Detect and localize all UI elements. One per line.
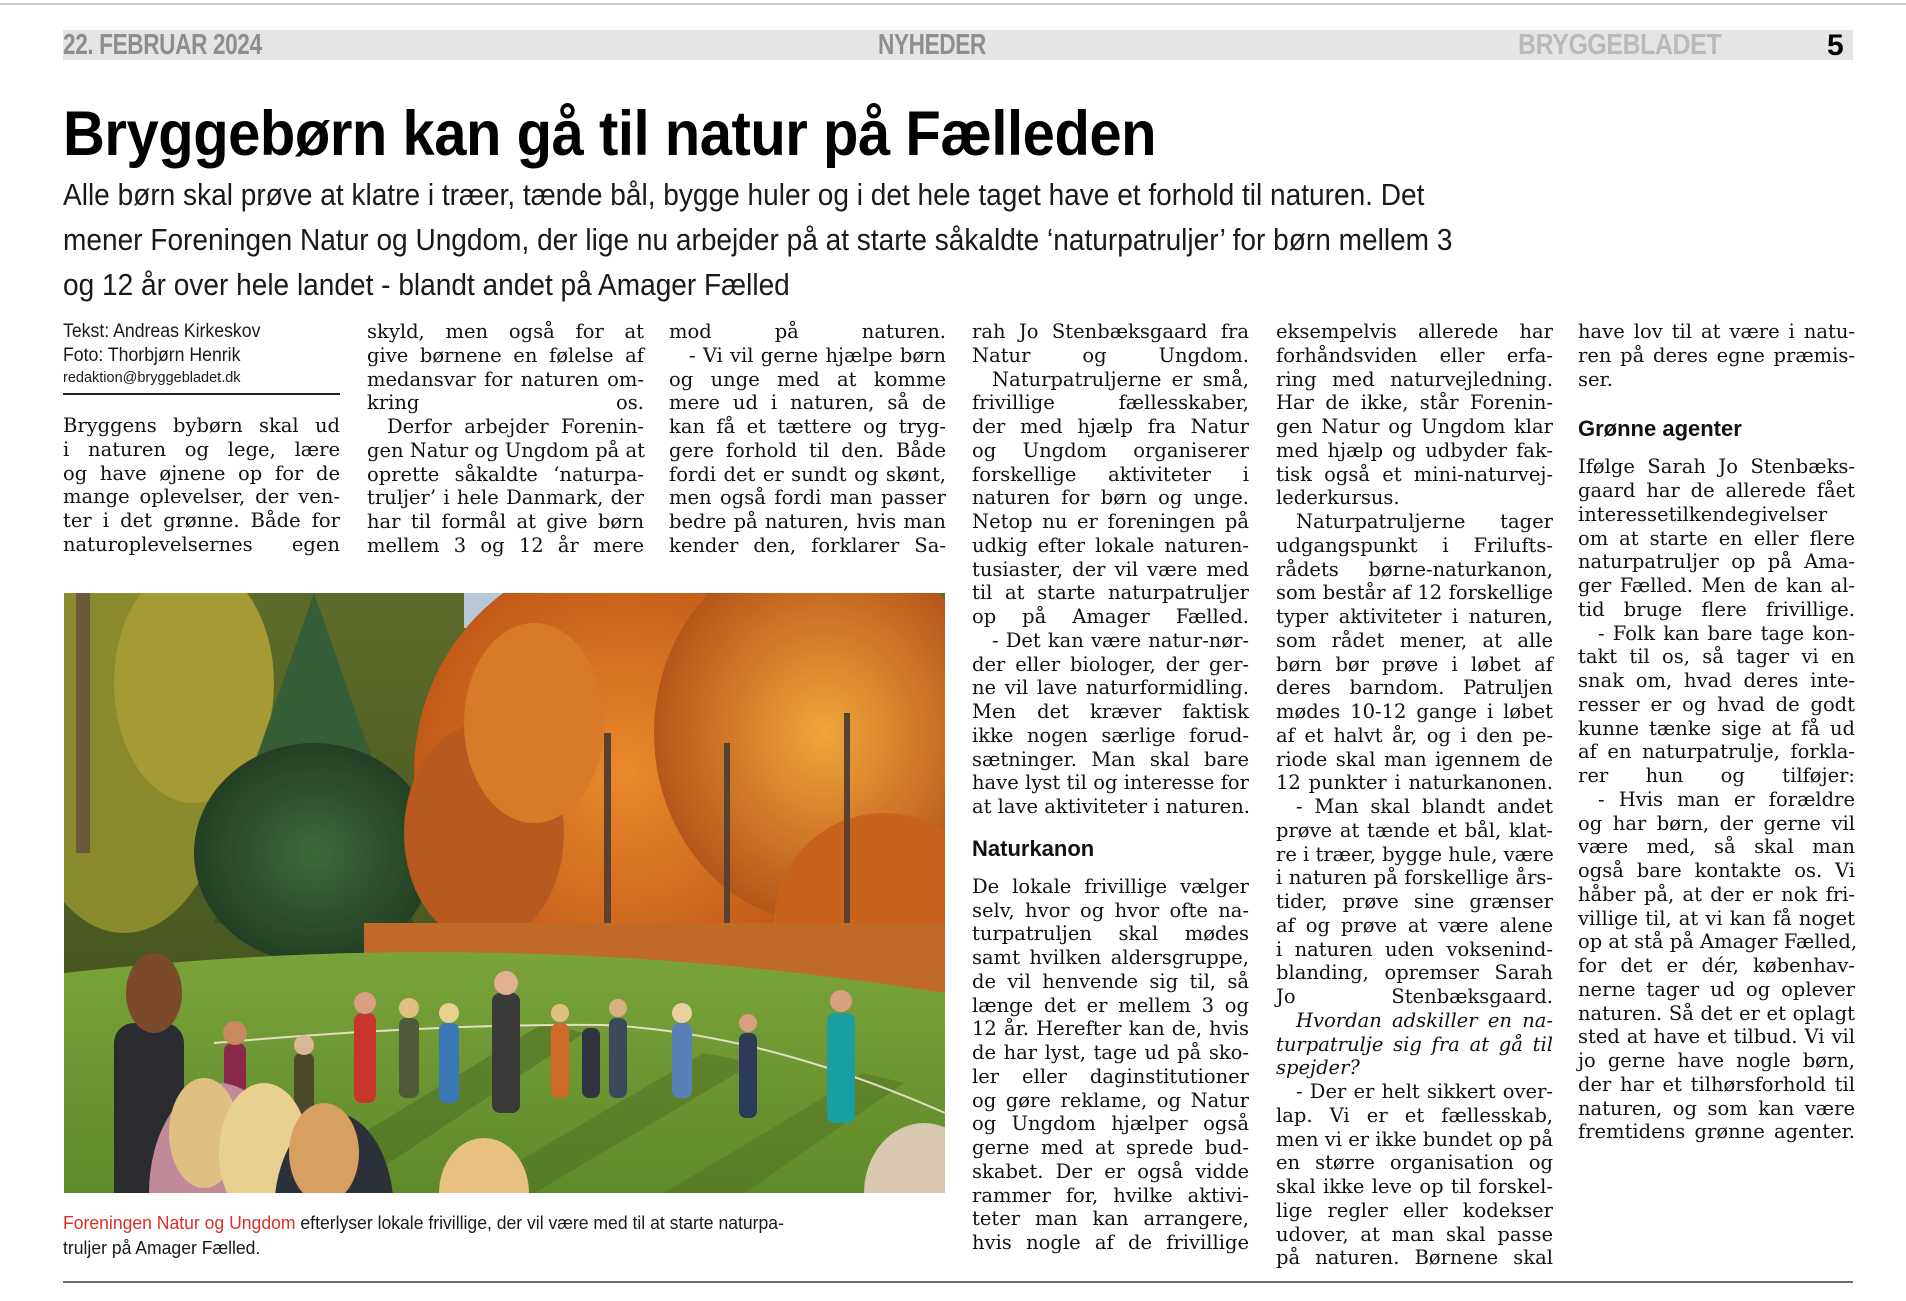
text-line: og gøre reklame, og Natur [972,1088,1249,1112]
text-line: De lokale frivillige vælger [972,874,1249,898]
caption-text: efterlyser lokale frivillige, der vil være med til at starte naturpa- [295,1212,784,1233]
text-line: op på Amager Fælled. [972,605,1249,628]
text-line: op at stå på Amager Fælled, [1578,930,1858,954]
article-column-3 [669,320,946,558]
photo-caption [63,1210,899,1260]
text-line: gerne med at sprede bud- [972,1136,1249,1159]
text-line: turpatruljen skal mødes [972,922,1249,946]
article-deck [63,172,1746,307]
text-line: resser er og hvad de godt [1578,692,1855,716]
text-line: forskellige aktiviteter i [972,462,1249,486]
text-line: spejder? [1276,1056,1360,1080]
text-line: og unge med at komme [669,367,946,391]
deck-line: og 12 år over hele landet - blandt andet på Amager Fælled [63,267,790,302]
text-line: af en naturpatrulje, forkla- [1578,740,1855,764]
top-border [0,3,1906,5]
article-column-6 [1578,320,1858,1144]
text-line: skyld, men også for at [367,320,644,343]
text-line: naturoplevelsernes egen [63,532,340,556]
text-line: ne vil lave naturformidling. [972,676,1249,700]
article-headline: Bryggebørn kan gå til natur på Fælleden [63,99,1157,169]
text-line: kender den, forklarer Sa- [669,533,946,557]
text-line: 12 punkter i naturkanonen. [1276,771,1553,795]
text-line: længe det er mellem 3 og [972,993,1249,1017]
text-line: selv, hvor og hvor ofte na- [972,898,1249,922]
text-line: og Ungdom organiserer [972,438,1249,462]
text-line: rammer for, hvilke aktivi- [972,1183,1249,1207]
text-line: har til formål at give børn [367,510,644,533]
text-line: samt hvilken aldersgruppe, [972,946,1249,969]
text-line: gen Natur og Ungdom på at [367,438,645,462]
text-line: til at starte naturpatruljer [972,581,1249,605]
text-line: sætninger. Man skal bare [972,747,1249,771]
text-line: Natur og Ungdom. [972,343,1249,367]
text-line: være med, så skal man [1578,835,1855,859]
text-line: kunne tænke sige at få ud [1578,716,1855,740]
text-line: bedre på naturen, hvis man [669,510,946,533]
text-line: men også fordi man passer [669,486,946,510]
text-line: skabet. Der er også vidde [972,1159,1249,1183]
text-line: mødes 10-12 gange i løbet [1276,700,1553,723]
deck-line: Alle børn skal prøve at klatre i træer, tænde bål, bygge huler og i det hele taget have et forhold til naturen. Det [63,177,1425,212]
text-line: takt til os, så tager vi en [1578,645,1855,669]
text-line: som rådet mener, at alle [1276,628,1553,652]
text-line: eksempelvis allerede har [1276,320,1553,343]
text-line: mange oplevelser, der ven- [63,485,340,509]
bottom-divider [63,1281,1853,1283]
text-line: håber på, at der er nok fri- [1578,882,1855,906]
text-line: kring os. [367,391,644,415]
text-line: rah Jo Stenbæksgaard fra [972,320,1249,343]
text-line: de har lyst, tage ud på sko- [972,1041,1249,1064]
text-line: Derfor arbejder Forenin- [387,415,644,438]
article-column-5 [1276,320,1553,1270]
text-line: have lyst til og interesse for [972,771,1249,795]
page-number: 5 [1827,29,1844,62]
text-line: mod på naturen. [669,320,946,343]
text-line: ger Fælled. Men de kan al- [1578,574,1855,597]
text-line: sted at have et tilbud. Vi vil [1578,1025,1855,1049]
text-line: gen Natur og Ungdom klar [1276,415,1553,438]
text-line: på naturen. Børnene skal [1276,1246,1553,1270]
text-line: deres barndom. Patruljen [1276,676,1553,700]
text-line: Jo Stenbæksgaard. [1276,985,1553,1008]
text-line: ler eller daginstitutioner [972,1064,1249,1088]
text-line: Men det kræver faktisk [972,700,1249,723]
text-line: kan få et tættere og tryg- [669,415,946,438]
article-column-2 [367,320,644,558]
text-line: - Hvis man er forældre [1598,787,1855,811]
text-line: i naturen uden voksenind- [1276,937,1553,961]
text-line: der har et tilhørsforhold til [1578,1072,1855,1096]
text-line: udkig efter lokale naturen- [972,533,1249,557]
text-line: turpatrulje sig fra at gå til [1276,1032,1553,1056]
text-line: Har de ikke, står Forenin- [1276,391,1553,415]
text-line: lap. Vi er et fællesskab, [1276,1103,1553,1127]
text-line: men vi er ikke bundet op på [1276,1127,1554,1151]
text-line: oprette såkaldte ‘naturpa- [367,462,644,486]
text-line: lederkursus. [1276,486,1400,510]
text-line: tid bruge flere frivillige. [1578,597,1855,621]
text-line: mellem 3 og 12 år mere [367,533,644,557]
text-line: udover, at man skal passe [1276,1222,1553,1246]
section-subheading: Naturkanon [972,835,1095,861]
text-line: rer hun og tilføjer: [1578,764,1855,787]
text-credit: Tekst: Andreas Kirkeskov [63,321,261,342]
byline-divider [63,393,340,395]
caption-highlight: Foreningen Natur og Ungdom [63,1212,296,1233]
text-line: i naturen på forskellige års- [1276,866,1553,890]
text-line: tider, prøve sine grænser [1276,890,1553,913]
text-line: rådets børne-naturkanon, [1276,557,1553,581]
article-column-1 [63,414,340,557]
forest-circle-photo [64,593,945,1193]
text-line: naturen. Så det er et oplagt [1578,1001,1855,1025]
text-line: typer aktiviteter i naturen, [1276,605,1553,628]
text-line: - Man skal blandt andet [1296,795,1553,818]
text-line: frivillige fællesskaber, [972,391,1249,415]
text-line: skal ikke leve op til forskel- [1276,1175,1553,1198]
text-line: snak om, hvad deres inte- [1578,669,1855,692]
text-line: medansvar for naturen om- [367,367,644,391]
byline [63,320,338,390]
text-line: og har børn, der gerne vil [1578,811,1855,835]
photo-credit: Foto: Thorbjørn Henrik [63,344,241,366]
section-label: NYHEDER [878,29,986,61]
text-line: villige til, at vi kan få noget [1578,906,1855,930]
text-line: ser. [1578,367,1613,391]
text-line: lige regler eller kodekser [1276,1198,1553,1222]
text-line: tusiaster, der vil være med [972,557,1249,581]
text-line: børn bør prøve i løbet af [1276,652,1553,676]
text-line: prøve at tænde et bål, klat- [1276,818,1553,842]
text-line: de vil henvende sig til, så [972,969,1249,993]
text-line: Netop nu er foreningen på [972,510,1249,533]
deck-line: mener Foreningen Natur og Ungdom, der lige nu arbejder på at starte såkaldte ‘naturpatruljer’ for børn mellem 3 [63,222,1453,257]
text-line: ter i det grønne. Både for [63,509,340,532]
text-line: - Vi vil gerne hjælpe børn [689,343,946,367]
text-line: Naturpatruljerne er små, [992,367,1249,391]
text-line: truljer’ i hele Danmark, der [367,486,644,510]
text-line: have lov til at være i natu- [1578,320,1855,343]
text-line: og have øjnene op for de [63,461,340,485]
text-line: som består af 12 forskellige [1276,581,1553,605]
text-line: hvis nogle af de frivillige [972,1231,1249,1254]
text-line: ren på deres egne præmis- [1578,343,1855,367]
text-line: en større organisation og [1276,1151,1553,1175]
text-line: Naturpatruljerne tager [1296,510,1553,533]
caption-text-line2: truljer på Amager Fælled. [63,1237,261,1258]
text-line: naturen for børn og unge. [972,486,1249,510]
text-line: mere ud i naturen, så de [669,391,946,415]
text-line: forhåndsviden eller erfa- [1276,343,1553,367]
text-line: fremtidens grønne agenter. [1578,1120,1855,1144]
text-line: fordi det er sundt og skønt, [669,462,946,486]
issue-date: 22. FEBRUAR 2024 [63,29,262,61]
text-line: udgangspunkt i Frilufts- [1276,533,1553,557]
text-line: interessetilkendegivelser [1578,502,1828,526]
text-line: naturpatruljer op på Ama- [1578,550,1855,574]
text-line: af et halvt år, og i den pe- [1276,723,1553,747]
text-line: også bare kontakte os. Vi [1578,859,1855,882]
text-line: gere forhold til den. Både [669,438,946,462]
article-photo [64,593,945,1193]
text-line: i naturen og lege, lære [63,437,340,461]
text-line: 12 år. Herefter kan de, hvis [972,1017,1249,1041]
text-line: Bryggens bybørn skal ud [63,414,340,437]
text-line: teter man kan arrangere, [972,1207,1249,1231]
section-subheading: Grønne agenter [1578,416,1742,442]
article-column-4 [972,320,1249,1255]
text-line: ring med naturvejledning. [1276,367,1553,391]
text-line: og Ungdom hjælper også [972,1112,1249,1136]
text-line: der eller biologer, der ger- [972,652,1249,676]
text-line: give børnene en følelse af [367,343,644,367]
text-line: Hvordan adskiller en na- [1296,1008,1553,1032]
text-line: der med hjælp fra Natur [972,415,1249,438]
page-header-bar [63,30,1853,60]
text-line: af og prøve at være alene [1276,913,1553,937]
text-line: om at starte en eller flere [1578,526,1855,550]
text-line: re i træer, bygge hule, være [1276,842,1554,866]
text-line: at lave aktiviteter i naturen. [972,795,1250,818]
text-line: for det er dér, københav- [1578,954,1855,977]
text-line: jo gerne have nogle børn, [1578,1049,1855,1072]
text-line: - Folk kan bare tage kon- [1598,621,1855,645]
text-line: med hjælp og udbyder fak- [1276,438,1553,462]
text-line: - Det kan være natur-nør- [992,628,1249,652]
text-line: - Der er helt sikkert over- [1296,1080,1553,1103]
text-line: riode skal man igennem de [1276,747,1553,771]
newspaper-name: BRYGGEBLADET [1518,29,1722,61]
text-line: blanding, opremser Sarah [1276,961,1553,985]
text-line: ikke nogen særlige forud- [972,723,1249,747]
text-line: tisk også et mini-naturvej- [1276,462,1553,486]
text-line: naturen, og som kan være [1578,1096,1855,1120]
editorial-email-link[interactable]: redaktion@bryggebladet.dk [63,370,241,387]
text-line: gaard har de allerede fået [1578,479,1855,502]
text-line: Ifølge Sarah Jo Stenbæks- [1578,455,1855,479]
text-line: nerne tager ud og oplever [1578,977,1855,1001]
